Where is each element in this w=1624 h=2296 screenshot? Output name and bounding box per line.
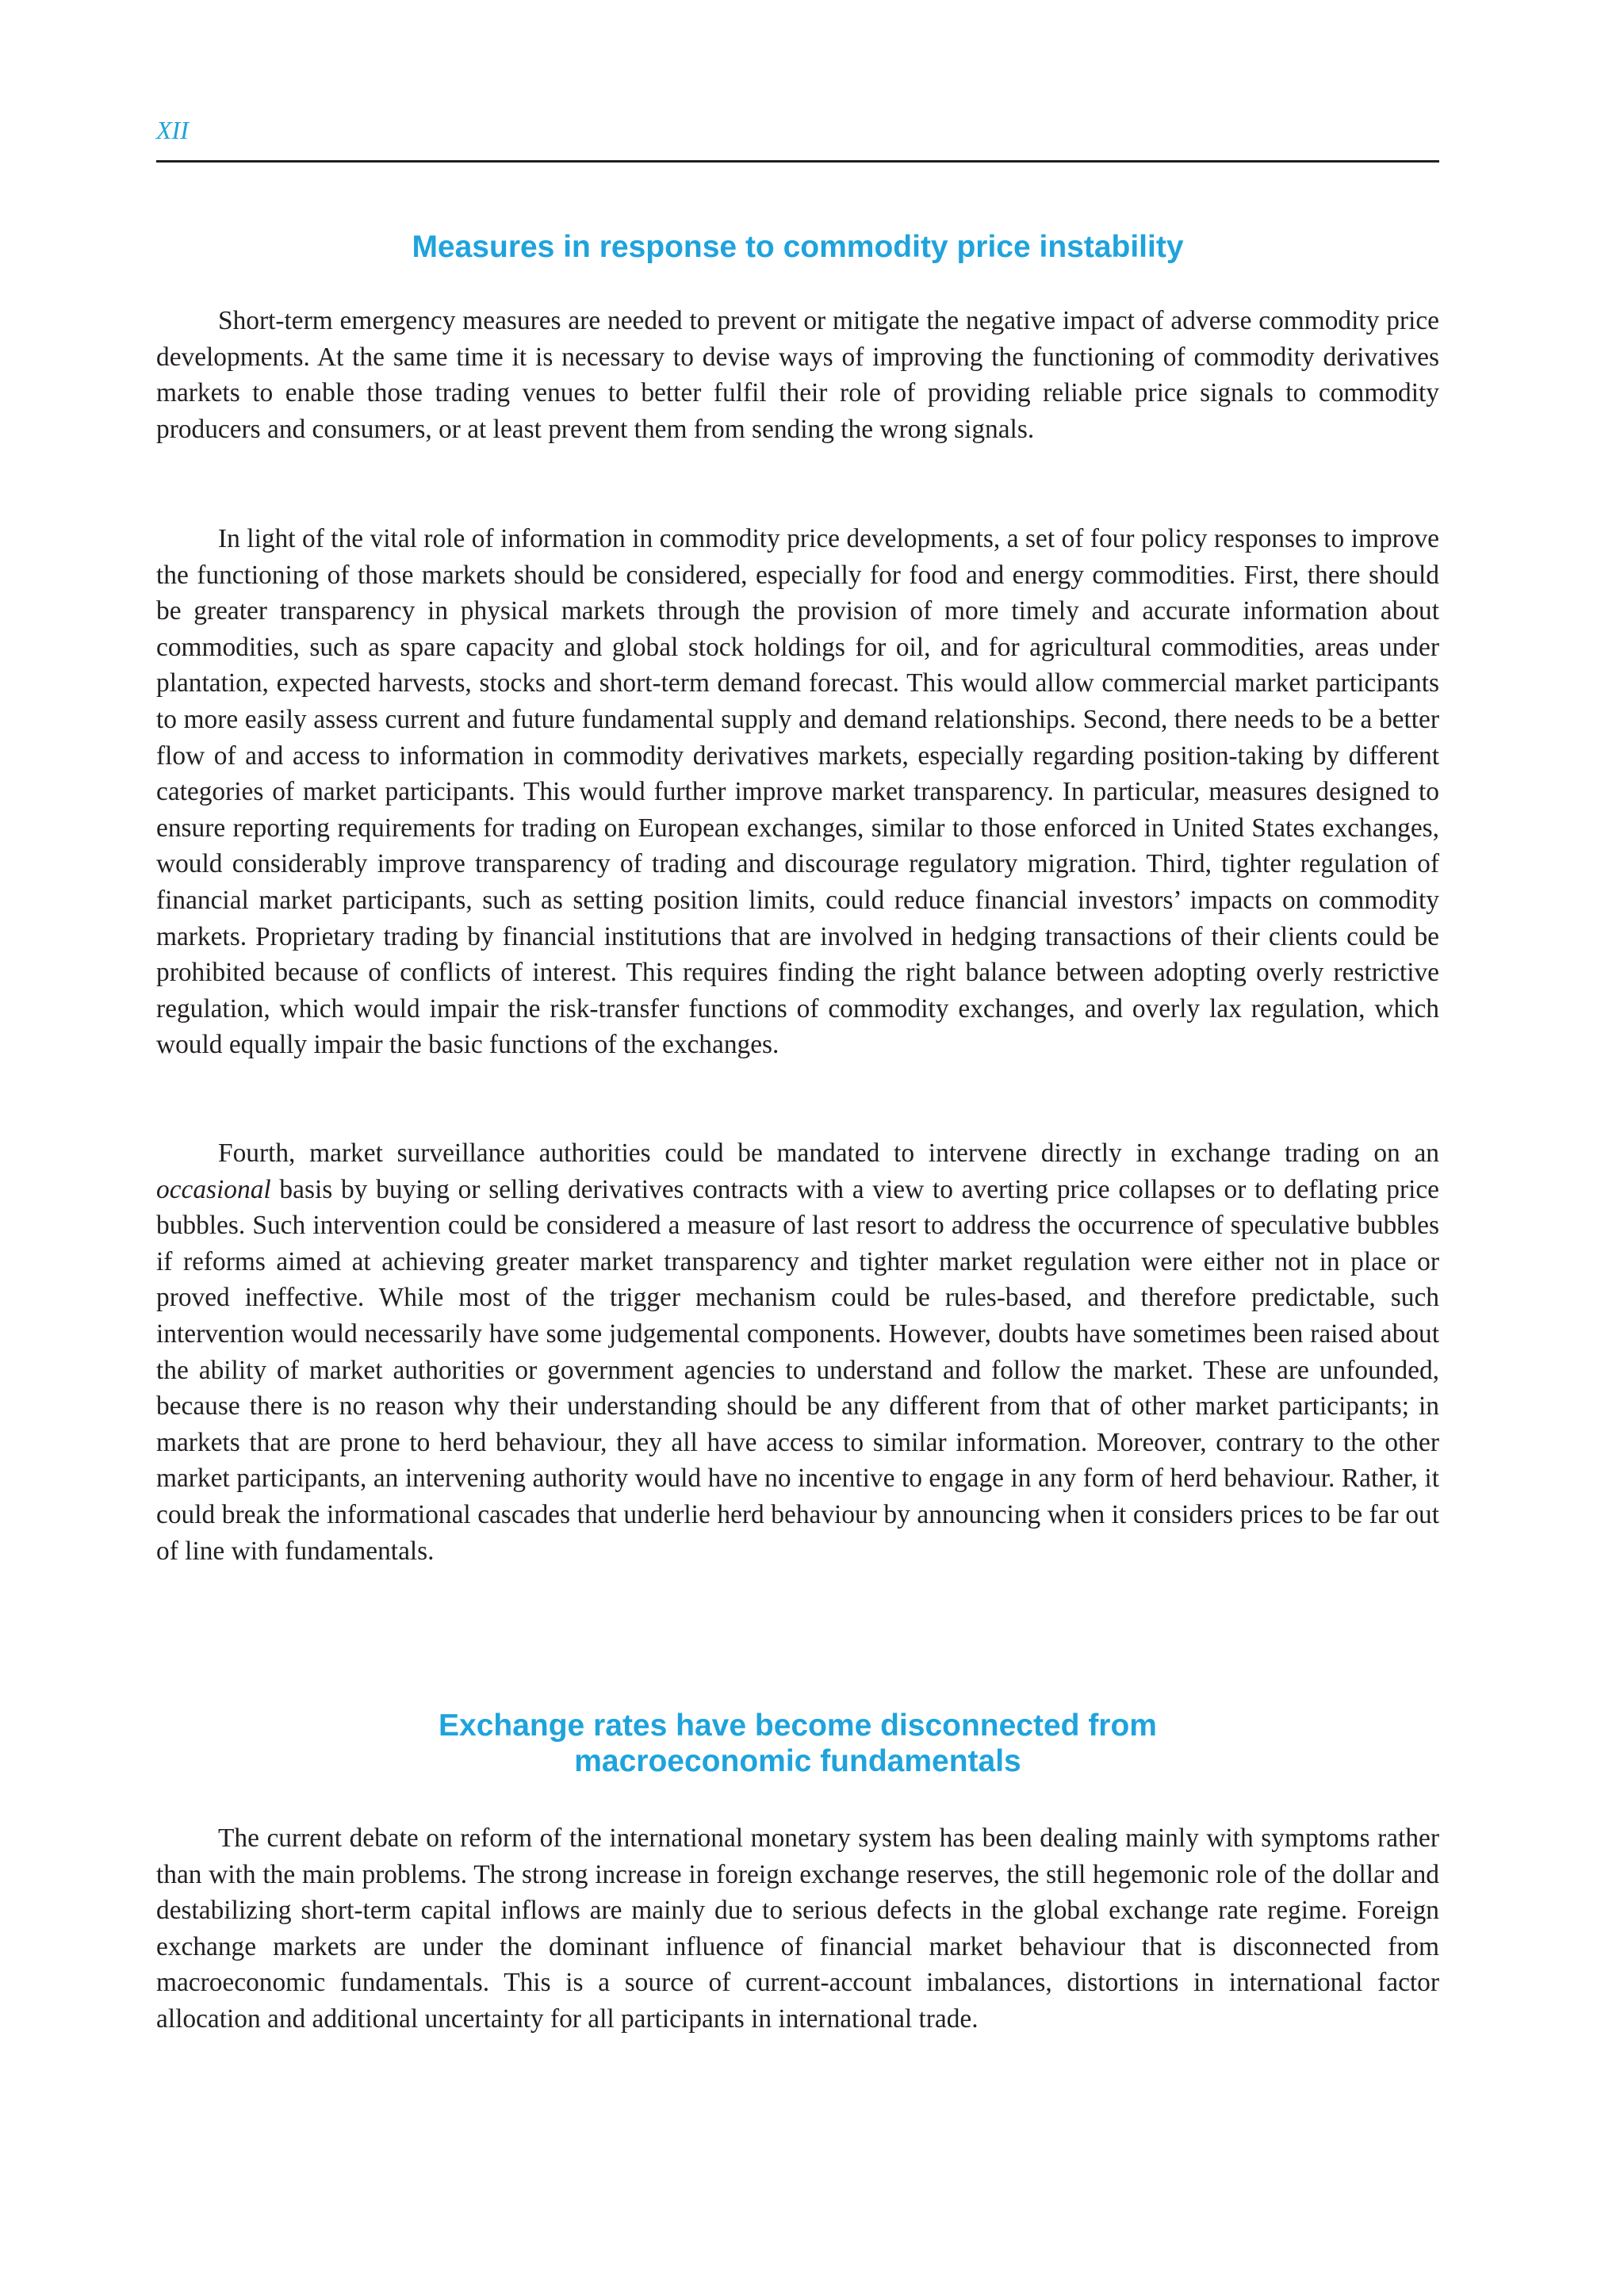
paragraph-market-surveillance-part1: Fourth, market surveillance authorities could be mandated to intervene directly in exchange trading on an bbox=[218, 1138, 1439, 1168]
section-heading-exchange-rates-line1: Exchange rates have become disconnected from bbox=[439, 1709, 1157, 1743]
section-heading-exchange-rates bbox=[156, 1708, 1439, 1779]
document-page bbox=[156, 0, 1439, 2296]
paragraph-policy-responses: In light of the vital role of information in commodity price developments, a set of four policy responses to improve the functioning of those markets should be considered, especially for food and energy commodities. First, there should be greater transparency in physical markets through the provision of more timely and accurate information about commodities, such as spare capacity and global stock holdings for oil, and for agricultural commodities, areas under plantation, expected harvests, stocks and short-term demand forecast. This would allow commercial market participants to more easily assess current and future fundamental supply and demand relationships. Second, there needs to be a better flow of and access to information in commodity derivatives markets, especially regarding position-taking by different categories of market participants. This would further improve market transparency. In particular, measures designed to ensure reporting requirements for trading on European exchanges, similar to those enforced in United States exchanges, would considerably improve transparency of trading and discourage regulatory migration. Third, tighter regulation of financial market participants, such as setting position limits, could reduce financial investors’ impacts on commodity markets. Proprietary trading by financial institutions that are involved in hedging transactions of their clients could be prohibited because of conflicts of interest. This requires finding the right balance between adopting overly restrictive regulation, which would impair the risk-transfer functions of commodity exchanges, and overly lax regulation, which would equally impair the basic functions of the exchanges. bbox=[156, 524, 1439, 1060]
paragraph-market-surveillance bbox=[156, 1135, 1439, 1569]
section-heading-exchange-rates-line2: macroeconomic fundamentals bbox=[574, 1744, 1021, 1778]
emphasis-occasional: occasional bbox=[156, 1174, 271, 1204]
paragraph-market-surveillance-part2: basis by buying or selling derivatives contracts with a view to averting price collapses or to deflating price bubbles. Such intervention could be considered a measure of last resort to address the occurrence of speculative bubbles if reforms aimed at achieving greater market transparency and tighter market regulation were either not in place or proved ineffective. While most of the trigger mechanism could be rules-based, and therefore predictable, such intervention would necessarily have some judgemental components. However, doubts have sometimes been raised about the ability of market authorities or government agencies to understand and follow the market. These are unfounded, because there is no reason why their understanding should be any different from that of other market participants; in markets that are prone to herd behaviour, they all have access to similar information. Moreover, contrary to the other market participants, an intervening authority would have no incentive to engage in any form of herd behaviour. Rather, it could break the informational cascades that underlie herd behaviour by announcing when it considers prices to be far out of line with fundamentals. bbox=[156, 1174, 1439, 1566]
section-heading-commodity-measures: Measures in response to commodity price instability bbox=[412, 230, 1184, 264]
paragraph-monetary-system-reform: The current debate on reform of the international monetary system has been dealing mainly with symptoms rather than with the main problems. The strong increase in foreign exchange reserves, the still hegemonic role of the dollar and destabilizing short-term capital inflows are mainly due to serious defects in the global exchange rate regime. Foreign exchange markets are under the dominant influence of financial market behaviour that is disconnected from macroeconomic fundamentals. This is a source of current-account imbalances, distortions in international factor allocation and additional uncertainty for all participants in international trade. bbox=[156, 1823, 1439, 2034]
page-number: XII bbox=[156, 116, 189, 144]
paragraph-short-term-measures: Short-term emergency measures are needed to prevent or mitigate the negative impact of adverse commodity price developments. At the same time it is necessary to devise ways of improving the functioning of commodity derivatives markets to enable those trading venues to better fulfil their role of providing reliable price signals to commodity producers and consumers, or at least prevent them from sending the wrong signals. bbox=[156, 306, 1439, 444]
header-rule bbox=[156, 160, 1439, 163]
